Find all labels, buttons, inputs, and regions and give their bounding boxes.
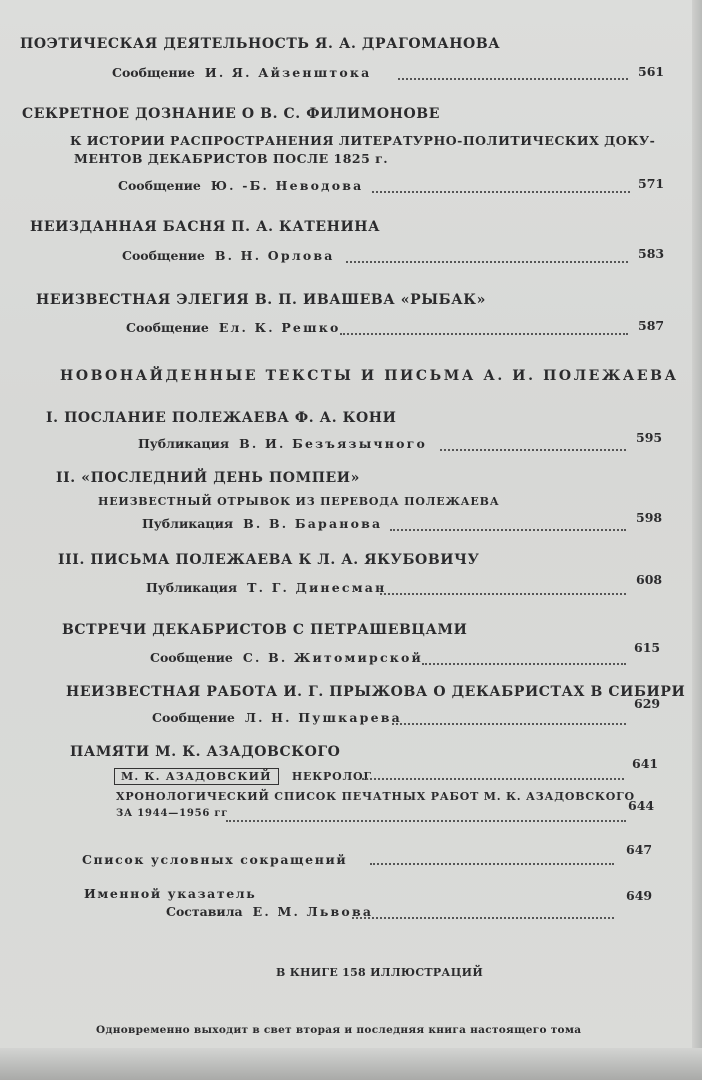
entry-subtitle: МЕНТОВ ДЕКАБРИСТОВ ПОСЛЕ 1825 г. xyxy=(74,151,389,166)
entry-credit xyxy=(166,904,373,919)
entry-credit xyxy=(146,580,386,595)
index-label: Именной указатель xyxy=(84,886,257,901)
entry-author: Е. М. Львова xyxy=(252,904,374,919)
page-edge xyxy=(692,0,702,1080)
entry-role: Сообщение xyxy=(152,710,235,725)
page-number: 608 xyxy=(636,572,663,587)
page-bottom-edge xyxy=(0,1048,702,1080)
leader-dots xyxy=(440,449,626,451)
entry-credit xyxy=(112,65,371,80)
page-number: 561 xyxy=(638,64,665,79)
memorial-obituary xyxy=(114,765,372,785)
entry-role: Сообщение xyxy=(122,248,205,263)
leader-dots xyxy=(372,191,630,193)
entry-author: Т. Г. Динесман xyxy=(247,580,387,595)
entry-role: Публикация xyxy=(146,580,238,595)
memorial-title: ПАМЯТИ М. К. АЗАДОВСКОГО xyxy=(70,744,341,760)
leader-dots xyxy=(340,333,628,335)
section-item-title: II. «ПОСЛЕДНИЙ ДЕНЬ ПОМПЕИ» xyxy=(56,470,360,486)
entry-role: Составила xyxy=(166,904,243,919)
entry-title: ПОЭТИЧЕСКАЯ ДЕЯТЕЛЬНОСТЬ Я. А. ДРАГОМАНОВА xyxy=(20,36,501,52)
page-number: 649 xyxy=(626,888,653,903)
entry-subtitle: К ИСТОРИИ РАСПРОСТРАНЕНИЯ ЛИТЕРАТУРНО-ПОЛИТИЧЕСКИХ ДОКУ- xyxy=(70,133,656,148)
page-number: 647 xyxy=(626,842,653,857)
section-item-title: III. ПИСЬМА ПОЛЕЖАЕВА К Л. А. ЯКУБОВИЧУ xyxy=(58,552,480,568)
page-number: 629 xyxy=(634,696,661,711)
page-number: 615 xyxy=(634,640,661,655)
leader-dots xyxy=(398,78,628,80)
entry-credit xyxy=(118,178,363,193)
entry-role: Сообщение xyxy=(150,650,233,665)
section-item-title: I. ПОСЛАНИЕ ПОЛЕЖАЕВА Ф. А. КОНИ xyxy=(46,410,397,426)
entry-role: Публикация xyxy=(142,516,234,531)
entry-credit xyxy=(122,248,335,263)
leader-dots xyxy=(422,663,626,665)
entry-credit xyxy=(142,516,382,531)
entry-author: Ел. К. Решко xyxy=(218,320,341,335)
entry-role: Публикация xyxy=(138,436,230,451)
page-number: 598 xyxy=(636,510,663,525)
entry-credit xyxy=(152,710,402,725)
entry-author: В. Н. Орлова xyxy=(214,248,335,263)
leader-dots xyxy=(352,917,614,919)
entry-author: Л. Н. Пушкарева xyxy=(244,710,402,725)
page-number: 644 xyxy=(628,798,655,813)
leader-dots xyxy=(346,261,628,263)
illustrations-note: В КНИГЕ 158 ИЛЛЮСТРАЦИЙ xyxy=(276,966,484,979)
entry-author: Ю. -Б. Неводова xyxy=(210,178,364,193)
page-number: 571 xyxy=(638,176,665,191)
entry-credit xyxy=(126,320,340,335)
leader-dots xyxy=(226,820,626,822)
leader-dots xyxy=(392,723,626,725)
entry-author: В. И. Безъязычного xyxy=(239,436,428,451)
entry-credit xyxy=(150,650,423,665)
entry-author: С. В. Житомирской xyxy=(242,650,424,665)
entry-role: Сообщение xyxy=(112,65,195,80)
chronology-subtitle: ЗА 1944—1956 гг xyxy=(116,808,229,819)
entry-credit xyxy=(138,436,427,451)
entry-title: НЕИЗВЕСТНАЯ РАБОТА И. Г. ПРЫЖОВА О ДЕКАБРИСТАХ В СИБИРИ xyxy=(66,684,686,700)
leader-dots xyxy=(390,529,626,531)
chronology-title: ХРОНОЛОГИЧЕСКИЙ СПИСОК ПЕЧАТНЫХ РАБОТ М. К. АЗАДОВСКОГО xyxy=(116,790,635,803)
page-number: 641 xyxy=(632,756,659,771)
entry-role: Сообщение xyxy=(126,320,209,335)
entry-title: СЕКРЕТНОЕ ДОЗНАНИЕ О В. С. ФИЛИМОНОВЕ xyxy=(22,106,440,122)
entry-title: НЕИЗВЕСТНАЯ ЭЛЕГИЯ В. П. ИВАШЕВА «РЫБАК» xyxy=(36,292,486,308)
abbreviations-label: Список условных сокращений xyxy=(82,852,348,867)
leader-dots xyxy=(380,593,626,595)
obituary-label: НЕКРОЛОГ xyxy=(291,770,372,783)
entry-title: НЕИЗДАННАЯ БАСНЯ П. А. КАТЕНИНА xyxy=(30,219,381,235)
page-number: 595 xyxy=(636,430,663,445)
entry-title: ВСТРЕЧИ ДЕКАБРИСТОВ С ПЕТРАШЕВЦАМИ xyxy=(62,622,468,638)
page-number: 583 xyxy=(638,246,665,261)
entry-author: И. Я. Айзенштока xyxy=(204,65,372,80)
entry-author: В. В. Баранова xyxy=(243,516,383,531)
boxed-name: М. К. АЗАДОВСКИЙ xyxy=(114,768,279,785)
footer-note: Одновременно выходит в свет вторая и последняя книга настоящего тома xyxy=(96,1024,582,1036)
leader-dots xyxy=(370,863,614,865)
section-heading: НОВОНАЙДЕННЫЕ ТЕКСТЫ И ПИСЬМА А. И. ПОЛЕЖАЕВА xyxy=(60,368,679,384)
page-number: 587 xyxy=(638,318,665,333)
leader-dots xyxy=(362,778,624,780)
entry-role: Сообщение xyxy=(118,178,201,193)
entry-subtitle: НЕИЗВЕСТНЫЙ ОТРЫВОК ИЗ ПЕРЕВОДА ПОЛЕЖАЕВА xyxy=(98,495,500,508)
